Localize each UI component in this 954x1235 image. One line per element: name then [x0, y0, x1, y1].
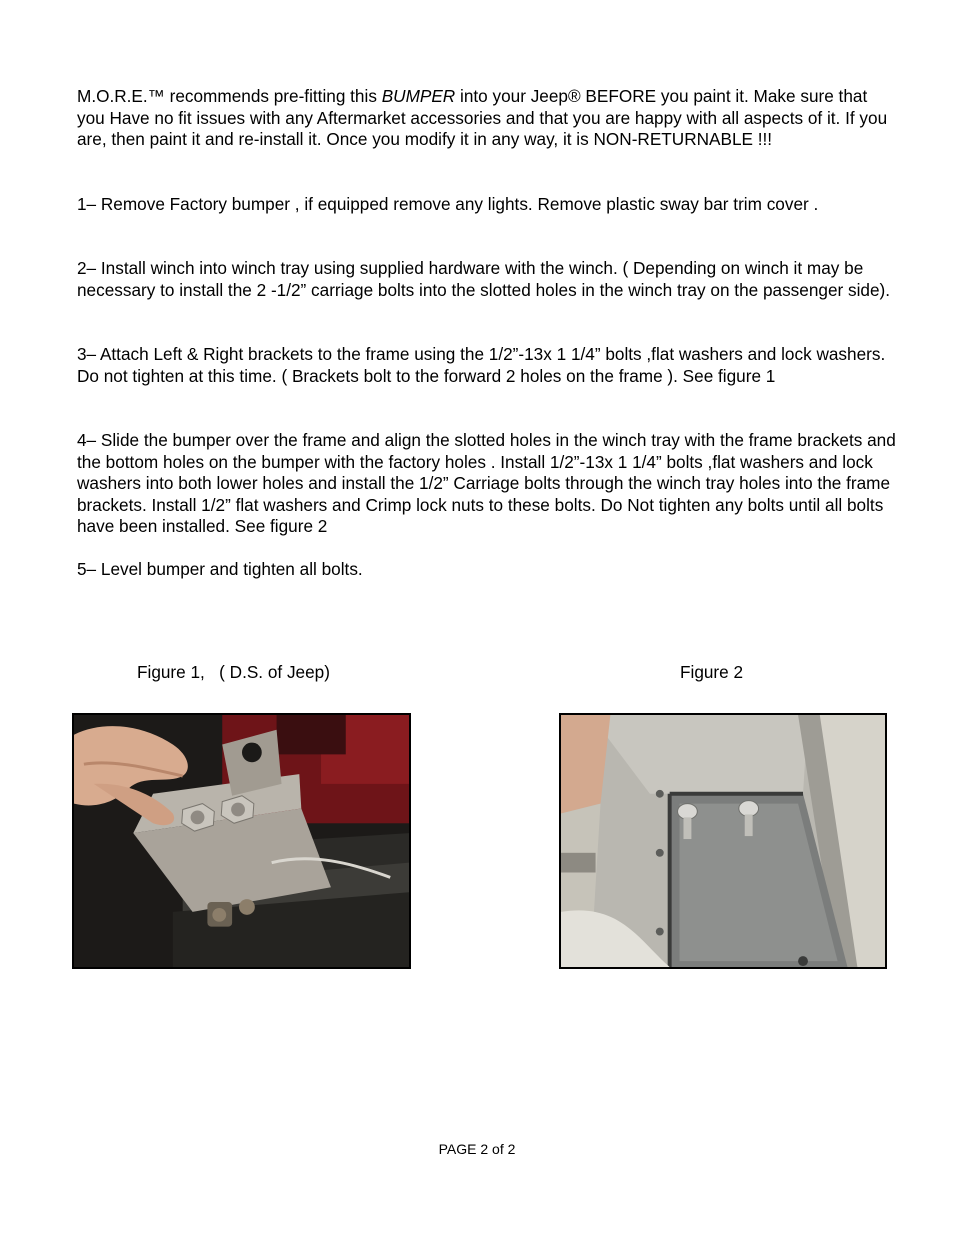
figure-1-caption: Figure 1, ( D.S. of Jeep)	[137, 662, 330, 682]
step-3: 3– Attach Left & Right brackets to the frame using the 1/2”-13x 1 1/4” bolts ,flat washers and lock washers. Do not tighten at this time. ( Brackets bolt to the forward 2 holes on the frame ). See figure 1	[77, 344, 886, 386]
figure-2-photo	[559, 713, 887, 969]
figure-1-photo	[72, 713, 411, 969]
intro-prefix: M.O.R.E.™ recommends pre-fitting this	[77, 86, 382, 106]
intro-emphasis: BUMPER	[381, 86, 456, 106]
step-4: 4– Slide the bumper over the frame and align the slotted holes in the winch tray with the frame brackets and the bottom holes on the bumper with the factory holes . Install 1/2”-13x 1 1/4” bolts ,flat washers and lock washers into both lower holes and install the 1/2” Carriage bolts through the winch tray holes into the frame brackets. Install 1/2” flat washers and Crimp lock nuts to these bolts. Do Not tighten any bolts until all bolts have been installed. See figure 2	[77, 430, 896, 537]
step-1: 1– Remove Factory bumper , if equipped remove any lights. Remove plastic sway bar trim cover .	[77, 194, 819, 214]
intro-paragraph	[77, 86, 897, 151]
page-footer: PAGE 2 of 2	[438, 1141, 516, 1157]
step-2: 2– Install winch into winch tray using supplied hardware with the winch. ( Depending on winch it may be necessary to install the 2 -1/2” carriage bolts into the slotted holes in the winch tray on the passenger side).	[77, 258, 891, 300]
intro-suffix: into your Jeep® BEFORE you paint it. Make sure that you Have no fit issues with any Aftermarket accessories and that you are happy with all aspects of it. If you are, then paint it and re-install it. Once you modify it in any way, it is NON-RETURNABLE !!!	[77, 86, 888, 150]
step-5: 5– Level bumper and tighten all bolts.	[77, 559, 363, 579]
figure-2-illustration	[561, 715, 885, 967]
figure-1-illustration	[74, 715, 409, 967]
figure-2-caption: Figure 2	[680, 662, 744, 682]
